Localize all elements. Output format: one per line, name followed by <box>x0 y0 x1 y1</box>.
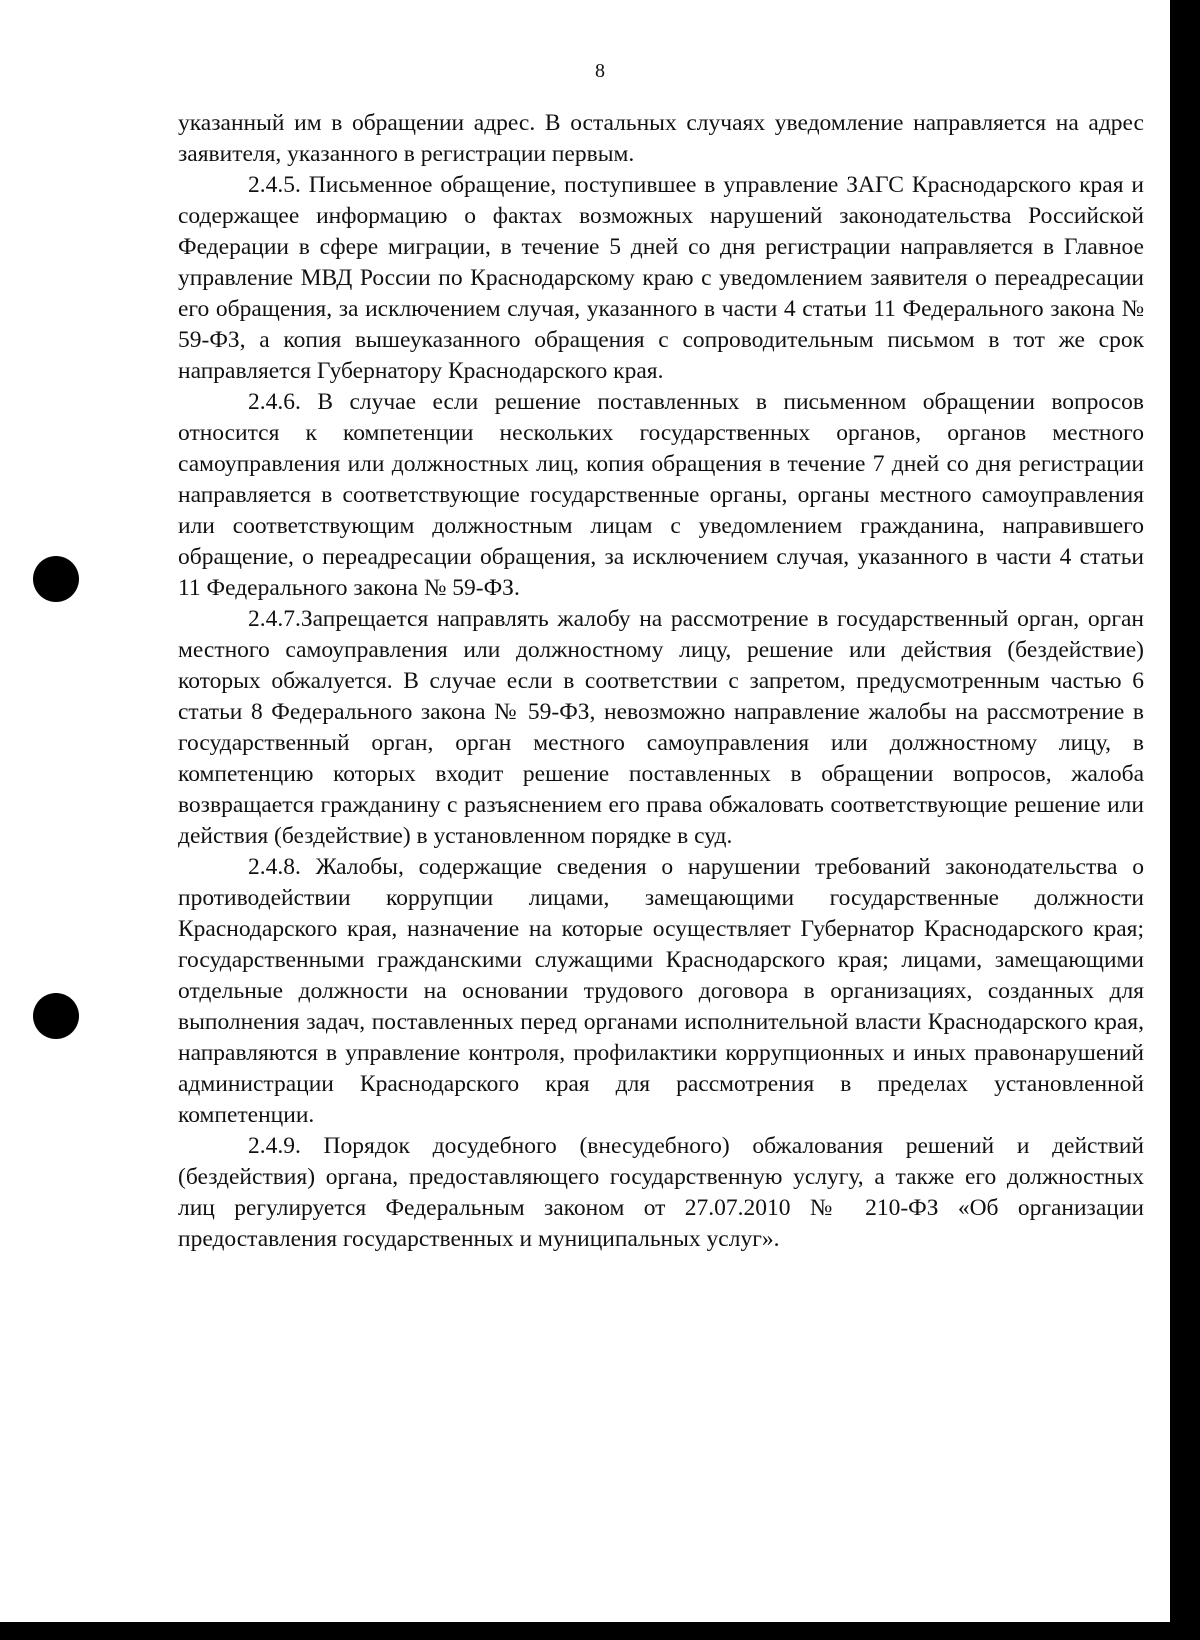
paragraph-2-4-8: 2.4.8. Жалобы, содержащие сведения о нарушении требований законодательства о противодействии коррупции лицами, замещающими государственные должности Краснодарского края, назначение на которые осуществляет Губернатор Краснодарского края; государственными гражданскими служащими Краснодарского края; лицами, замещающими отдельные должности на основании трудового договора в организациях, созданных для выполнения задач, поставленных перед органами исполнительной власти Краснодарского края, направляются в управление контроля, профилактики коррупционных и иных правонарушений администрации Краснодарского края для рассмотрения в пределах установленной компетенции. <box>178 854 1144 1128</box>
paragraph-continuation: указанный им в обращении адрес. В остальных случаях уведомление направляется на адрес заявителя, указанного в регистрации первым. <box>178 110 1144 167</box>
document-body <box>178 108 1144 1255</box>
paragraph-2-4-6: 2.4.6. В случае если решение поставленных в письменном обращении вопросов относится к компетенции нескольких государственных органов, органов местного самоуправления или должностных лиц, копия обращения в течение 7 дней со дня регистрации направляется в соответствующие государственные органы, органы местного самоуправления или соответствующим должностным лицам с уведомлением гражданина, направившего обращение, о переадресации обращения, за исключением случая, указанного в части 4 статьи 11 Федерального закона № 59-ФЗ. <box>178 389 1144 601</box>
paragraph-2-4-5: 2.4.5. Письменное обращение, поступившее в управление ЗАГС Краснодарского края и содержащее информацию о фактах возможных нарушений законодательства Российской Федерации в сфере миграции, в течение 5 дней со дня регистрации направляется в Главное управление МВД России по Краснодарскому краю с уведомлением заявителя о переадресации его обращения, за исключением случая, указанного в части 4 статьи 11 Федерального закона № 59-ФЗ, а копия вышеуказанного обращения с сопроводительным письмом в тот же срок направляется Губернатору Краснодарского края. <box>178 172 1144 384</box>
page-number: 8 <box>595 60 605 82</box>
punch-hole <box>33 556 79 602</box>
scan-border-right <box>1170 0 1200 1640</box>
paragraph-2-4-9: 2.4.9. Порядок досудебного (внесудебного) обжалования решений и действий (бездействия) органа, предоставляющего государственную услугу, а также его должностных лиц регулируется Федеральным законом от 27.07.2010 № 210-ФЗ «Об организации предоставления государственных и муниципальных услуг». <box>178 1133 1144 1252</box>
scan-border-bottom <box>0 1622 1200 1640</box>
paragraph-2-4-7: 2.4.7.Запрещается направлять жалобу на рассмотрение в государственный орган, орган местного самоуправления или должностному лицу, решение или действия (бездействие) которых обжалуется. В случае если в соответствии с запретом, предусмотренным частью 6 статьи 8 Федерального закона № 59-ФЗ, невозможно направление жалобы на рассмотрение в государственный орган, орган местного самоуправления или должностному лицу, в компетенцию которых входит решение поставленных в обращении вопросов, жалоба возвращается гражданину с разъяснением его права обжаловать соответствующие решение или действия (бездействие) в установленном порядке в суд. <box>178 606 1144 849</box>
punch-hole <box>33 993 79 1039</box>
